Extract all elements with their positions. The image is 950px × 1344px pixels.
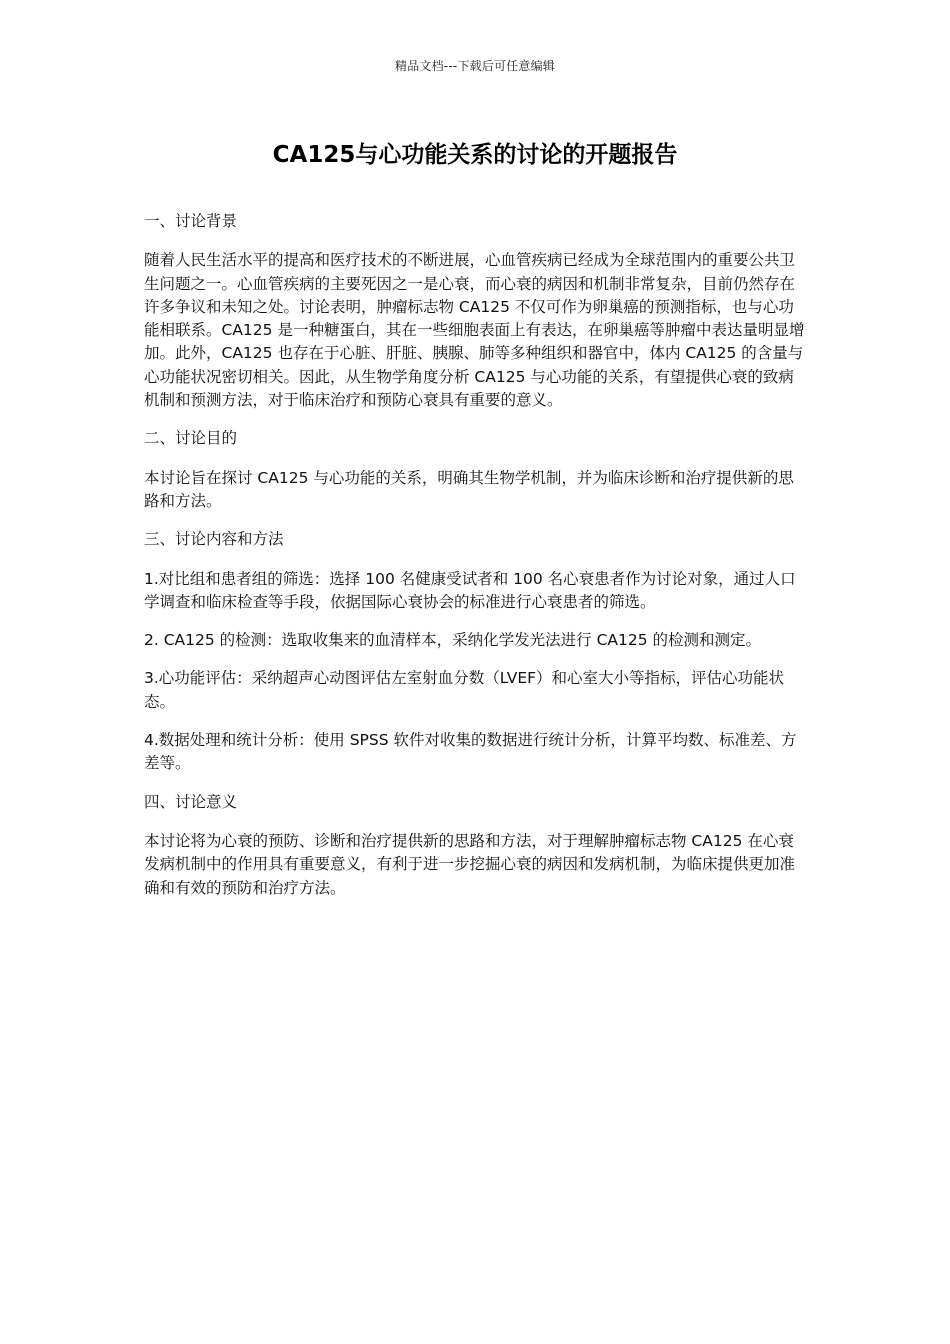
section-heading-significance: 四、讨论意义 bbox=[144, 792, 238, 811]
paragraph-significance: 本讨论将为心衰的预防、诊断和治疗提供新的思路和方法，对于理解肿瘤标志物 CA125 在心衰发病机制中的作用具有重要意义，有利于进一步挖掘心衰的病因和发病机制，为临床提供更加准确和有效的预防和治疗方法。 bbox=[144, 831, 796, 897]
section-heading-methods: 三、讨论内容和方法 bbox=[144, 530, 284, 549]
method-item-cardiac-assessment: 3.心功能评估：采纳超声心动图评估左室射血分数（LVEF）和心室大小等指标，评估心功能状态。 bbox=[144, 669, 785, 711]
document-title: CA125与心功能关系的讨论的开题报告 bbox=[272, 142, 678, 168]
method-item-detection: 2. CA125 的检测：选取收集来的血清样本，采纳化学发光法进行 CA125 的检测和测定。 bbox=[144, 631, 762, 650]
method-item-statistics: 4.数据处理和统计分析：使用 SPSS 软件对收集的数据进行统计分析，计算平均数、标准差、方差等。 bbox=[144, 731, 797, 773]
section-heading-purpose: 二、讨论目的 bbox=[144, 429, 238, 448]
document-body bbox=[144, 210, 808, 915]
method-item-screening: 1.对比组和患者组的筛选：选择 100 名健康受试者和 100 名心衰患者作为讨论对象，通过人口学调查和临床检查等手段，依据国际心衰协会的标准进行心衰患者的筛选。 bbox=[144, 569, 796, 611]
paragraph-background: 随着人民生活水平的提高和医疗技术的不断进展，心血管疾病已经成为全球范围内的重要公共卫生问题之一。心血管疾病的主要死因之一是心衰，而心衰的病因和机制非常复杂，目前仍然存在许多争议和未知之处。讨论表明，肿瘤标志物 CA125 不仅可作为卵巢癌的预测指标，也与心功能相联系。CA125 是一种糖蛋白，其在一些细胞表面上有表达，在卵巢癌等肿瘤中表达量明显增加。此外，CA125 也存在于心脏、肝脏、胰腺、肺等多种组织和器官中，体内 CA125 的含量与心功能状况密切相关。因此，从生物学角度分析 CA125 与心功能的关系，有望提供心衰的致病机制和预测方法，对于临床治疗和预防心衰具有重要的意义。 bbox=[144, 251, 805, 410]
paragraph-purpose: 本讨论旨在探讨 CA125 与心功能的关系，明确其生物学机制，并为临床诊断和治疗提供新的思路和方法。 bbox=[144, 468, 794, 510]
header-note: 精品文档---下载后可任意编辑 bbox=[395, 59, 555, 73]
section-heading-background: 一、讨论背景 bbox=[144, 212, 238, 230]
